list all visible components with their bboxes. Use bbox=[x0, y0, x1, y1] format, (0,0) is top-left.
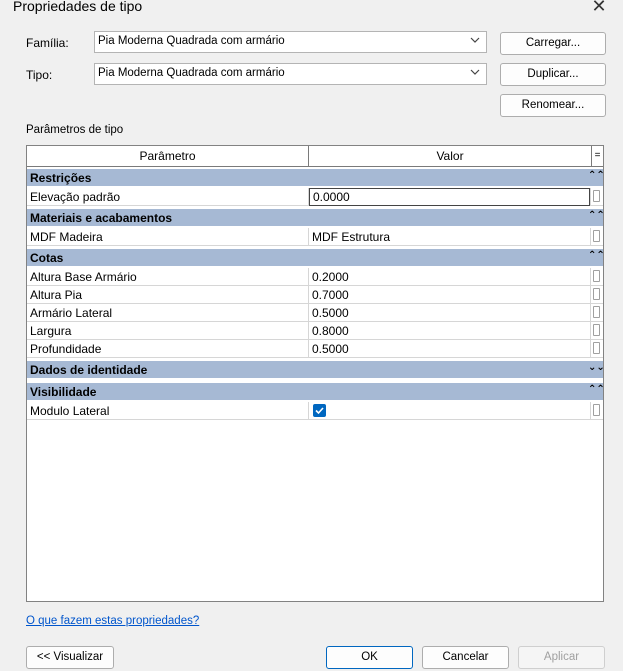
group-title: Cotas bbox=[30, 251, 64, 265]
chevron-double-up-icon[interactable]: ⌃⌃ bbox=[588, 250, 605, 261]
table-row[interactable] bbox=[27, 304, 603, 322]
familia-dropdown[interactable] bbox=[94, 31, 487, 53]
group-header-restricoes[interactable] bbox=[27, 169, 603, 187]
param-name: Altura Base Armário bbox=[27, 268, 309, 286]
param-name: Modulo Lateral bbox=[27, 402, 309, 420]
param-name: Profundidade bbox=[27, 340, 309, 358]
window-title: Propriedades de tipo bbox=[13, 0, 143, 14]
familia-value: Pia Moderna Quadrada com armário bbox=[98, 35, 285, 47]
chevron-double-up-icon[interactable]: ⌃⌃ bbox=[588, 210, 605, 221]
formula-button[interactable] bbox=[593, 324, 600, 336]
column-header-parametro[interactable]: Parâmetro bbox=[27, 146, 309, 167]
table-row[interactable] bbox=[27, 322, 603, 340]
checkmark-icon bbox=[313, 404, 326, 417]
chevron-double-down-icon[interactable]: ⌄⌄ bbox=[588, 362, 605, 373]
table-row[interactable] bbox=[27, 268, 603, 286]
formula-cell[interactable] bbox=[590, 228, 603, 246]
tipo-dropdown[interactable] bbox=[94, 63, 487, 85]
formula-cell[interactable] bbox=[590, 402, 603, 420]
table-row[interactable] bbox=[27, 228, 603, 246]
formula-button[interactable] bbox=[593, 306, 600, 318]
param-value[interactable]: 0.5000 bbox=[309, 340, 590, 358]
column-header-valor[interactable]: Valor bbox=[309, 146, 592, 167]
renomear-button[interactable]: Renomear... bbox=[500, 94, 606, 117]
group-header-dados-identidade[interactable] bbox=[27, 361, 603, 379]
cancelar-button[interactable]: Cancelar bbox=[422, 646, 509, 669]
param-value[interactable]: 0.2000 bbox=[309, 268, 590, 286]
param-value[interactable]: 0.7000 bbox=[309, 286, 590, 304]
group-title: Visibilidade bbox=[30, 385, 97, 399]
group-header-materiais[interactable] bbox=[27, 209, 603, 227]
chevron-down-icon bbox=[470, 35, 480, 45]
group-title: Materiais e acabamentos bbox=[30, 211, 173, 225]
formula-button[interactable] bbox=[593, 270, 600, 282]
formula-cell[interactable] bbox=[590, 268, 603, 286]
param-value[interactable]: 0.5000 bbox=[309, 304, 590, 322]
chevron-double-up-icon[interactable]: ⌃⌃ bbox=[588, 170, 605, 181]
table-row[interactable] bbox=[27, 340, 603, 358]
parametros-label: Parâmetros de tipo bbox=[26, 124, 124, 136]
column-header-formula[interactable]: = bbox=[592, 146, 603, 167]
aplicar-button[interactable]: Aplicar bbox=[518, 646, 605, 669]
formula-button[interactable] bbox=[593, 404, 600, 416]
table-row[interactable] bbox=[27, 188, 603, 206]
title-bar bbox=[0, 0, 623, 22]
param-name: MDF Madeira bbox=[27, 228, 309, 246]
tipo-label: Tipo: bbox=[26, 68, 53, 82]
formula-button[interactable] bbox=[593, 190, 600, 202]
formula-button[interactable] bbox=[593, 230, 600, 242]
formula-button[interactable] bbox=[593, 288, 600, 300]
param-name: Altura Pia bbox=[27, 286, 309, 304]
duplicar-button[interactable]: Duplicar... bbox=[500, 63, 606, 86]
familia-label: Família: bbox=[26, 36, 69, 50]
param-value-input[interactable]: 0.0000 bbox=[309, 188, 590, 206]
tipo-value: Pia Moderna Quadrada com armário bbox=[98, 67, 285, 79]
ok-button[interactable]: OK bbox=[326, 646, 413, 669]
chevron-down-icon bbox=[470, 67, 480, 77]
param-name: Largura bbox=[27, 322, 309, 340]
close-icon[interactable]: ✕ bbox=[591, 0, 607, 16]
param-value-checkbox-cell[interactable] bbox=[309, 402, 590, 420]
formula-cell[interactable] bbox=[590, 286, 603, 304]
chevron-double-up-icon[interactable]: ⌃⌃ bbox=[588, 384, 605, 395]
carregar-button[interactable]: Carregar... bbox=[500, 32, 606, 55]
formula-button[interactable] bbox=[593, 342, 600, 354]
group-header-cotas[interactable] bbox=[27, 249, 603, 267]
group-title: Dados de identidade bbox=[30, 363, 148, 377]
help-link[interactable]: O que fazem estas propriedades? bbox=[26, 615, 200, 627]
table-row[interactable] bbox=[27, 286, 603, 304]
formula-cell[interactable] bbox=[590, 188, 603, 206]
group-header-visibilidade[interactable] bbox=[27, 383, 603, 401]
parameters-grid bbox=[26, 145, 604, 602]
param-value[interactable]: MDF Estrutura bbox=[309, 228, 590, 246]
table-row[interactable] bbox=[27, 402, 603, 420]
modulo-lateral-checkbox[interactable] bbox=[313, 404, 326, 417]
param-name: Elevação padrão bbox=[27, 188, 309, 206]
visualizar-button[interactable]: << Visualizar bbox=[26, 646, 114, 669]
param-value[interactable]: 0.8000 bbox=[309, 322, 590, 340]
formula-cell[interactable] bbox=[590, 304, 603, 322]
param-name: Armário Lateral bbox=[27, 304, 309, 322]
group-title: Restrições bbox=[30, 171, 92, 185]
formula-cell[interactable] bbox=[590, 340, 603, 358]
formula-cell[interactable] bbox=[590, 322, 603, 340]
